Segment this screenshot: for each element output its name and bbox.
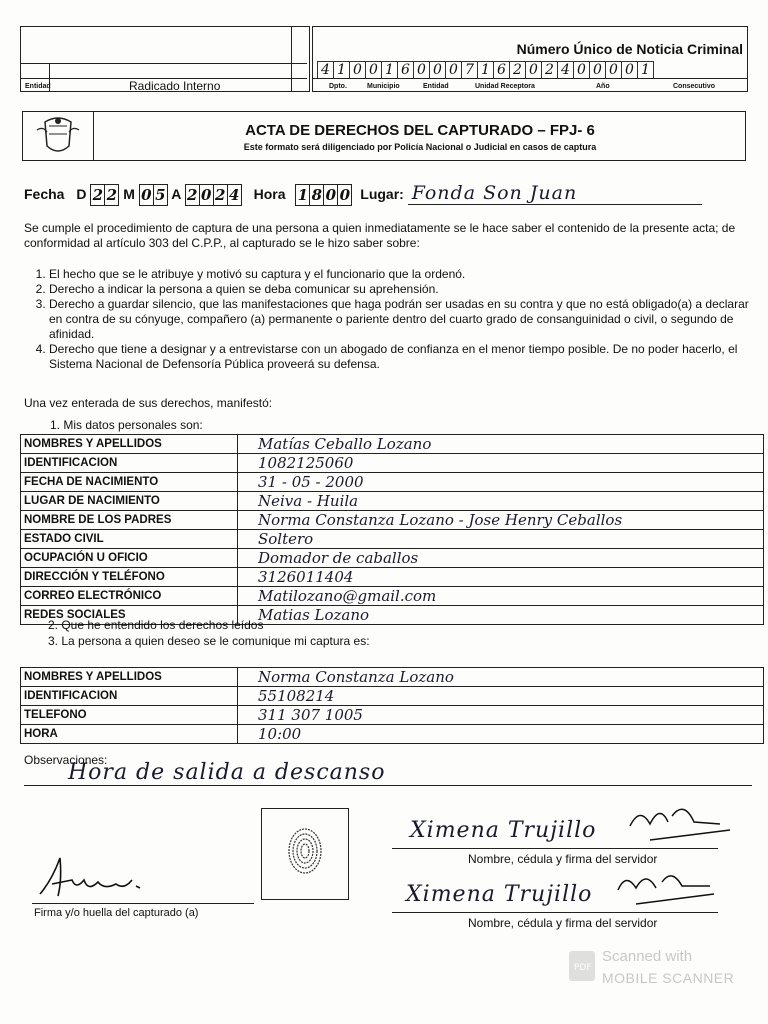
pdf-icon: [568, 950, 596, 982]
row-value[interactable]: Soltero: [238, 530, 764, 549]
code-digit: 1: [641, 62, 650, 78]
table-row: [21, 511, 764, 530]
watermark-line-1: Scanned with: [602, 948, 693, 965]
row-value[interactable]: Norma Constanza Lozano - Jose Henry Ceballos: [238, 511, 764, 530]
row-label: ESTADO CIVIL: [21, 530, 238, 549]
noticia-title: Número Único de Noticia Criminal: [516, 41, 743, 57]
svg-text:PDF: PDF: [574, 963, 592, 973]
servidor-caption-1: Nombre, cédula y firma del servidor: [468, 852, 658, 866]
row-value[interactable]: Norma Constanza Lozano: [238, 668, 764, 687]
watermark-line-2: MOBILE SCANNER: [602, 970, 735, 986]
item-3-text: 3. La persona a quien deseo se le comunique mi captura es:: [48, 634, 370, 648]
month-label: M: [123, 186, 135, 202]
row-label: NOMBRE DE LOS PADRES: [21, 511, 238, 530]
day-field[interactable]: 2 2: [90, 184, 119, 206]
code-digit: 4: [318, 62, 334, 78]
lugar-label: Lugar:: [360, 186, 404, 202]
code-label-consecutivo: Consecutivo: [673, 83, 716, 90]
code-label-municipio: Municipio: [367, 83, 400, 90]
row-value[interactable]: 3126011404: [238, 568, 764, 587]
table-row: [21, 587, 764, 606]
manifesto-text: Una vez enterada de sus derechos, manifestó:: [24, 396, 273, 410]
table-row: [21, 706, 764, 725]
radicado-label: Radicado Interno: [129, 79, 221, 93]
servidor-line-1: [392, 848, 718, 849]
code-label-dpto: Dpto.: [329, 83, 347, 90]
form-title-box: [22, 111, 746, 161]
code-label-entidad: Entidad: [423, 83, 449, 90]
personal-heading: 1. Mis datos personales son:: [50, 418, 203, 432]
right-item: 1. El hecho que se le atribuye y motivó su captura y el funcionario que la ordenó.: [49, 267, 751, 282]
code-digit: 1: [334, 62, 350, 78]
row-value[interactable]: Matías Ceballo Lozano: [238, 435, 764, 454]
lugar-value[interactable]: Fonda Son Juan: [408, 182, 702, 205]
header-left-box: [20, 26, 310, 92]
right-item: 2. Derecho a indicar la persona a quien se deba comunicar su aprehensión.: [49, 282, 751, 297]
row-label: REDES SOCIALES: [21, 606, 238, 625]
table-row: [21, 687, 764, 706]
table-row: [21, 473, 764, 492]
contact-table: [20, 667, 764, 744]
code-digit: 0: [414, 62, 430, 78]
code-digit: 0: [622, 62, 638, 78]
right-item: 4. Derecho que tiene a designar y a entrevistarse con un abogado de confianza en el menor tiempo posible. De no poder hacerlo, el Sistema Nacional de Defensoría Pública proveerá su defensa.: [49, 342, 751, 372]
code-digit: 0: [574, 62, 590, 78]
year-field[interactable]: 2 0 2 4: [185, 184, 242, 206]
row-value[interactable]: 10:00: [238, 725, 764, 744]
table-row: [21, 725, 764, 744]
table-row: [21, 668, 764, 687]
code-digit: 1: [478, 62, 494, 78]
coat-of-arms-seal: [23, 112, 94, 160]
row-label: NOMBRES Y APELLIDOS: [21, 435, 238, 454]
code-digit: 1: [382, 62, 398, 78]
noticia-code: [317, 61, 654, 79]
table-row: [21, 454, 764, 473]
servidor-line-2: [392, 912, 718, 913]
fingerprint-icon: [262, 809, 348, 899]
table-row: [21, 549, 764, 568]
code-digit: 0: [350, 62, 366, 78]
observaciones-label: Observaciones:: [24, 753, 108, 767]
rights-list: [24, 267, 751, 372]
servidor-signature-2: Ximena Trujillo: [406, 882, 593, 907]
code-digit: 4: [558, 62, 574, 78]
observaciones-value[interactable]: Hora de salida a descanso: [24, 760, 752, 786]
personal-data-table: [20, 434, 764, 625]
table-row: [21, 435, 764, 454]
header-right-box: [312, 26, 748, 92]
code-digit: 0: [366, 62, 382, 78]
row-value[interactable]: Domador de caballos: [238, 549, 764, 568]
servidor-caption-2: Nombre, cédula y firma del servidor: [468, 916, 658, 930]
row-value[interactable]: 311 307 1005: [238, 706, 764, 725]
row-value[interactable]: Matias Lozano: [238, 606, 764, 625]
capturado-caption: Firma y/o huella del capturado (a): [34, 907, 199, 919]
capturado-signature-line: [32, 903, 254, 904]
fingerprint-box: [261, 808, 349, 900]
form-title: ACTA DE DERECHOS DEL CAPTURADO – FPJ- 6: [245, 122, 595, 139]
code-digit: 0: [526, 62, 542, 78]
day-label: D: [76, 186, 87, 202]
hora-label: Hora: [253, 186, 286, 202]
row-label: IDENTIFICACION: [21, 454, 238, 473]
servidor-signature-1: Ximena Trujillo: [410, 818, 597, 843]
row-label: HORA: [21, 725, 238, 744]
month-field[interactable]: 0 5: [139, 184, 168, 206]
row-label: NOMBRES Y APELLIDOS: [21, 668, 238, 687]
servidor-scribble-2: [606, 864, 726, 919]
form-subtitle: Este formato será diligenciado por Policía Nacional o Judicial en casos de captura: [243, 142, 597, 152]
code-digit: 6: [398, 62, 414, 78]
right-item: 3. Derecho a guardar silencio, que las manifestaciones que haga podrán ser usadas en su contra y que no está obligado(a) a declarar en contra de su cónyuge, compañero (a) permanente o pariente dentro del cuarto grado de consanguinidad o civil, o segundo de afinidad.: [49, 297, 751, 342]
code-digit: 2: [510, 62, 526, 78]
code-digit: 0: [430, 62, 446, 78]
code-label-ano: Año: [596, 83, 610, 90]
year-label: A: [171, 186, 181, 202]
capturado-signature: [32, 850, 152, 909]
row-label: OCUPACIÓN U OFICIO: [21, 549, 238, 568]
row-value[interactable]: 1082125060: [238, 454, 764, 473]
row-value[interactable]: Matilozano@gmail.com: [238, 587, 764, 606]
table-row: [21, 568, 764, 587]
row-value[interactable]: Neiva - Huila: [238, 492, 764, 511]
row-label: LUGAR DE NACIMIENTO: [21, 492, 238, 511]
code-digit: 6: [494, 62, 510, 78]
code-digit: 0: [590, 62, 606, 78]
row-label: CORREO ELECTRÓNICO: [21, 587, 238, 606]
fecha-label: Fecha: [24, 186, 65, 202]
hora-field[interactable]: 1 8 0 0: [295, 184, 352, 206]
row-value[interactable]: 31 - 05 - 2000: [238, 473, 764, 492]
code-label-unidad: Unidad Receptora: [475, 83, 535, 90]
entidad-label: Entidad: [25, 83, 51, 90]
item-2-text: 2. Que he entendido los derechos leídos: [48, 618, 264, 632]
code-digit: 0: [446, 62, 462, 78]
row-value[interactable]: 55108214: [238, 687, 764, 706]
table-row: [21, 492, 764, 511]
code-digit: 7: [462, 62, 478, 78]
row-label: DIRECCIÓN Y TELÉFONO: [21, 568, 238, 587]
table-row: [21, 530, 764, 549]
code-digit: 2: [542, 62, 558, 78]
fecha-row: [24, 182, 754, 206]
row-label: FECHA DE NACIMIENTO: [21, 473, 238, 492]
intro-paragraph: Se cumple el procedimiento de captura de una persona a quien inmediatamente se le hace saber el contenido de la presente acta; de conformidad al artículo 303 del C.P.P., al capturado se le hizo saber sobre:: [24, 221, 736, 250]
code-digit: 0: [606, 62, 622, 78]
row-label: IDENTIFICACION: [21, 687, 238, 706]
row-label: TELEFONO: [21, 706, 238, 725]
